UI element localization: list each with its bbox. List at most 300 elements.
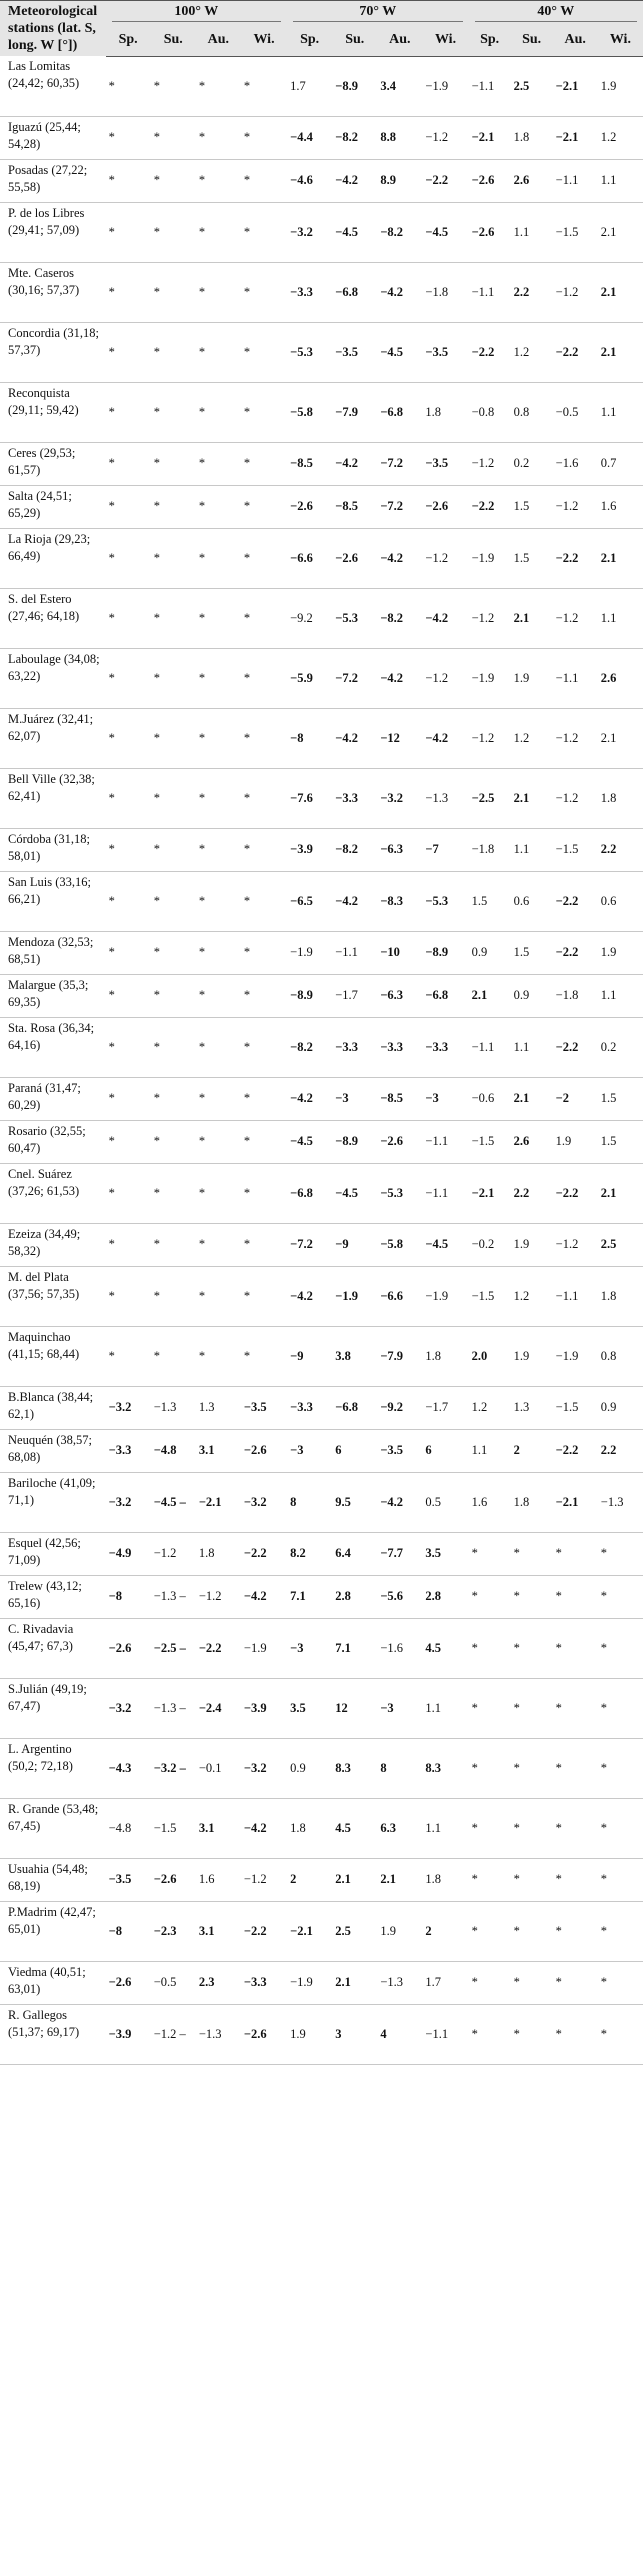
value-cell: 0.9 [469, 931, 511, 974]
value-cell: * [151, 1326, 196, 1386]
group-label: 70° W [293, 3, 463, 22]
value-cell: 2.1 [332, 1858, 377, 1901]
value-cell: 7.1 [287, 1575, 332, 1618]
table-row [0, 1266, 643, 1326]
value-cell: 1.5 [598, 1120, 643, 1163]
value-cell: −3.9 [106, 2004, 151, 2064]
value-cell: 12 [332, 1678, 377, 1738]
value-cell: 2.8 [332, 1575, 377, 1618]
value-cell: 1.9 [377, 1901, 422, 1961]
value-cell: −2.5 [469, 768, 511, 828]
value-cell: * [196, 485, 241, 528]
value-cell: 1.8 [287, 1798, 332, 1858]
value-cell: * [151, 1017, 196, 1077]
value-cell: 1.2 [469, 1386, 511, 1429]
value-cell: 1.5 [511, 485, 553, 528]
season-header: Sp. [469, 29, 511, 56]
value-cell: −6.5 [287, 871, 332, 931]
value-cell: * [196, 382, 241, 442]
value-cell: −3 [332, 1077, 377, 1120]
value-cell: 1.2 [511, 708, 553, 768]
value-cell: −0.5 [553, 382, 598, 442]
value-cell: * [106, 1326, 151, 1386]
value-cell: −1.1 [553, 1266, 598, 1326]
table-body [0, 56, 643, 2064]
value-cell: −4.2 [377, 1472, 422, 1532]
value-cell: 3.5 [287, 1678, 332, 1738]
value-cell: * [241, 1326, 287, 1386]
value-cell: −1.5 [469, 1120, 511, 1163]
value-cell: −1.1 [422, 1163, 468, 1223]
value-cell: 1.5 [469, 871, 511, 931]
value-cell: 7.1 [332, 1618, 377, 1678]
value-cell: −2.6 [377, 1120, 422, 1163]
value-cell: 2.1 [511, 588, 553, 648]
value-cell: −4.5 – [151, 1472, 196, 1532]
value-cell: −2.6 [469, 159, 511, 202]
value-cell: * [106, 648, 151, 708]
value-cell: 2.5 [598, 1223, 643, 1266]
table-row [0, 382, 643, 442]
value-cell: −3.5 [377, 1429, 422, 1472]
value-cell: −2.2 [553, 931, 598, 974]
value-cell: −1.9 [241, 1618, 287, 1678]
value-cell: 2.1 [511, 1077, 553, 1120]
station-name: P. de los Libres (29,41; 57,09) [0, 202, 106, 262]
value-cell: −8.5 [332, 485, 377, 528]
value-cell: 8 [287, 1472, 332, 1532]
value-cell: * [196, 202, 241, 262]
value-cell: * [151, 871, 196, 931]
table-row [0, 116, 643, 159]
value-cell: 1.1 [469, 1429, 511, 1472]
value-cell: −1.9 [422, 1266, 468, 1326]
value-cell: 1.2 [598, 116, 643, 159]
value-cell: −4.5 [332, 1163, 377, 1223]
value-cell: * [241, 588, 287, 648]
table-row [0, 159, 643, 202]
value-cell: 1.5 [598, 1077, 643, 1120]
value-cell: −1.1 [422, 1120, 468, 1163]
value-cell: −2.2 [553, 1429, 598, 1472]
value-cell: * [241, 442, 287, 485]
value-cell: * [469, 1532, 511, 1575]
value-cell: * [151, 159, 196, 202]
table-row [0, 485, 643, 528]
value-cell: 1.1 [598, 159, 643, 202]
table-row [0, 528, 643, 588]
table-row [0, 828, 643, 871]
value-cell: * [241, 1163, 287, 1223]
value-cell: * [469, 1901, 511, 1961]
value-cell: 8.3 [422, 1738, 468, 1798]
value-cell: 1.1 [422, 1798, 468, 1858]
value-cell: * [598, 1532, 643, 1575]
value-cell: −1.2 – [151, 2004, 196, 2064]
station-name: Usuahia (54,48; 68,19) [0, 1858, 106, 1901]
value-cell: * [196, 588, 241, 648]
group-header-70w [287, 1, 469, 30]
value-cell: * [106, 588, 151, 648]
station-name: Las Lomitas (24,42; 60,35) [0, 56, 106, 116]
value-cell: * [106, 202, 151, 262]
value-cell: −2.1 [196, 1472, 241, 1532]
value-cell: 2.8 [422, 1575, 468, 1618]
value-cell: * [151, 648, 196, 708]
season-header: Wi. [598, 29, 643, 56]
group-header-100w [106, 1, 288, 30]
value-cell: 2 [422, 1901, 468, 1961]
value-cell: * [241, 828, 287, 871]
value-cell: * [241, 708, 287, 768]
value-cell: * [196, 1266, 241, 1326]
table-row [0, 262, 643, 322]
station-name: L. Argentino (50,2; 72,18) [0, 1738, 106, 1798]
value-cell: * [151, 116, 196, 159]
value-cell: −1.3 [598, 1472, 643, 1532]
value-cell: −2.1 [553, 1472, 598, 1532]
value-cell: 2.1 [598, 1163, 643, 1223]
value-cell: −2.6 [151, 1858, 196, 1901]
season-header: Au. [553, 29, 598, 56]
value-cell: 1.7 [287, 56, 332, 116]
station-name: Neuquén (38,57; 68,08) [0, 1429, 106, 1472]
value-cell: * [106, 931, 151, 974]
table-row [0, 1120, 643, 1163]
table-row [0, 2004, 643, 2064]
value-cell: 0.7 [598, 442, 643, 485]
value-cell: * [106, 768, 151, 828]
value-cell: −1.8 [422, 262, 468, 322]
value-cell: 0.9 [511, 974, 553, 1017]
value-cell: 1.9 [598, 931, 643, 974]
value-cell: * [196, 871, 241, 931]
value-cell: −8.2 [377, 588, 422, 648]
value-cell: * [151, 528, 196, 588]
value-cell: 0.6 [511, 871, 553, 931]
value-cell: * [598, 1798, 643, 1858]
value-cell: * [469, 1798, 511, 1858]
value-cell: * [151, 382, 196, 442]
value-cell: * [469, 1738, 511, 1798]
value-cell: −0.8 [469, 382, 511, 442]
station-name: Iguazú (25,44; 54,28) [0, 116, 106, 159]
value-cell: −2.4 [196, 1678, 241, 1738]
value-cell: −4.2 [241, 1798, 287, 1858]
value-cell: −1.5 [553, 202, 598, 262]
value-cell: −9 [287, 1326, 332, 1386]
table-row [0, 1961, 643, 2004]
value-cell: * [151, 708, 196, 768]
value-cell: * [511, 1618, 553, 1678]
station-name: La Rioja (29,23; 66,49) [0, 528, 106, 588]
value-cell: * [241, 159, 287, 202]
value-cell: −3.5 [422, 442, 468, 485]
value-cell: −7.2 [332, 648, 377, 708]
value-cell: * [106, 116, 151, 159]
value-cell: −6.3 [377, 974, 422, 1017]
value-cell: * [151, 262, 196, 322]
value-cell: 1.1 [598, 974, 643, 1017]
value-cell: −1.7 [332, 974, 377, 1017]
value-cell: * [106, 322, 151, 382]
value-cell: * [196, 1077, 241, 1120]
value-cell: * [469, 1618, 511, 1678]
station-name: Córdoba (31,18; 58,01) [0, 828, 106, 871]
station-name: Reconquista (29,11; 59,42) [0, 382, 106, 442]
value-cell: −3.3 [287, 1386, 332, 1429]
value-cell: * [598, 2004, 643, 2064]
value-cell: −1.1 [422, 2004, 468, 2064]
value-cell: −2.6 [332, 528, 377, 588]
value-cell: * [151, 202, 196, 262]
value-cell: * [241, 1120, 287, 1163]
value-cell: −4.2 [377, 262, 422, 322]
value-cell: −3.2 [241, 1738, 287, 1798]
value-cell: 2.0 [469, 1326, 511, 1386]
value-cell: −1.2 [241, 1858, 287, 1901]
value-cell: * [241, 116, 287, 159]
value-cell: −4.2 [287, 1077, 332, 1120]
value-cell: 3.8 [332, 1326, 377, 1386]
station-column-header: Meteorological stations (lat. S, long. W [°]) [0, 1, 106, 57]
value-cell: * [553, 2004, 598, 2064]
value-cell: 1.6 [196, 1858, 241, 1901]
value-cell: * [553, 1678, 598, 1738]
value-cell: * [196, 1120, 241, 1163]
value-cell: 2.5 [332, 1901, 377, 1961]
value-cell: * [196, 56, 241, 116]
group-header-40w [469, 1, 643, 30]
value-cell: −7.2 [287, 1223, 332, 1266]
value-cell: −4.2 [332, 708, 377, 768]
value-cell: −2.2 [241, 1901, 287, 1961]
value-cell: −8 [106, 1575, 151, 1618]
value-cell: 0.8 [598, 1326, 643, 1386]
value-cell: −3.5 [106, 1858, 151, 1901]
value-cell: 8 [377, 1738, 422, 1798]
value-cell: * [553, 1858, 598, 1901]
value-cell: 2.1 [469, 974, 511, 1017]
value-cell: 2.2 [511, 1163, 553, 1223]
value-cell: * [106, 528, 151, 588]
value-cell: −5.8 [287, 382, 332, 442]
value-cell: −1.5 [553, 828, 598, 871]
value-cell: * [598, 1858, 643, 1901]
value-cell: * [469, 1961, 511, 2004]
value-cell: −1.2 [469, 588, 511, 648]
value-cell: −1.2 [469, 708, 511, 768]
season-header: Su. [151, 29, 196, 56]
value-cell: −1.3 [196, 2004, 241, 2064]
value-cell: −2.3 [151, 1901, 196, 1961]
value-cell: −2.1 [553, 56, 598, 116]
value-cell: 2.5 [511, 56, 553, 116]
value-cell: −2.1 [287, 1901, 332, 1961]
value-cell: −8.9 [332, 56, 377, 116]
value-cell: −12 [377, 708, 422, 768]
value-cell: 1.9 [511, 1223, 553, 1266]
value-cell: * [511, 1798, 553, 1858]
value-cell: * [151, 322, 196, 382]
station-name: Paraná (31,47; 60,29) [0, 1077, 106, 1120]
value-cell: 2.1 [332, 1961, 377, 2004]
value-cell: * [106, 382, 151, 442]
value-cell: −3.3 [332, 1017, 377, 1077]
station-name: M. del Plata (37,56; 57,35) [0, 1266, 106, 1326]
value-cell: −1.6 [553, 442, 598, 485]
value-cell: 2.1 [511, 768, 553, 828]
value-cell: 6 [332, 1429, 377, 1472]
value-cell: 1.9 [511, 648, 553, 708]
table-row [0, 1223, 643, 1266]
station-name: Concordia (31,18; 57,37) [0, 322, 106, 382]
value-cell: * [106, 1266, 151, 1326]
value-cell: −2.2 [553, 322, 598, 382]
table-row [0, 931, 643, 974]
value-cell: 1.8 [598, 768, 643, 828]
value-cell: 1.1 [511, 828, 553, 871]
value-cell: −9 [332, 1223, 377, 1266]
value-cell: * [196, 931, 241, 974]
value-cell: * [106, 1077, 151, 1120]
value-cell: 2.6 [511, 159, 553, 202]
value-cell: −2.6 [241, 2004, 287, 2064]
value-cell: −1.2 [553, 588, 598, 648]
value-cell: * [151, 931, 196, 974]
value-cell: 4.5 [422, 1618, 468, 1678]
value-cell: −2.2 [422, 159, 468, 202]
value-cell: 2.2 [511, 262, 553, 322]
season-header: Su. [511, 29, 553, 56]
value-cell: * [241, 1077, 287, 1120]
value-cell: −1.3 [377, 1961, 422, 2004]
value-cell: −8.9 [422, 931, 468, 974]
value-cell: −7 [422, 828, 468, 871]
value-cell: 1.6 [598, 485, 643, 528]
value-cell: −1.1 [469, 262, 511, 322]
value-cell: 1.3 [511, 1386, 553, 1429]
value-cell: −4.2 [241, 1575, 287, 1618]
value-cell: 6 [422, 1429, 468, 1472]
value-cell: * [469, 1575, 511, 1618]
table-row [0, 202, 643, 262]
value-cell: 8.3 [332, 1738, 377, 1798]
value-cell: 0.5 [422, 1472, 468, 1532]
value-cell: −1.1 [469, 56, 511, 116]
value-cell: * [469, 1678, 511, 1738]
value-cell: −3.3 [287, 262, 332, 322]
value-cell: 1.5 [511, 528, 553, 588]
value-cell: * [106, 974, 151, 1017]
value-cell: −4.4 [287, 116, 332, 159]
table-row [0, 1386, 643, 1429]
value-cell: * [106, 442, 151, 485]
value-cell: * [511, 1532, 553, 1575]
value-cell: * [511, 1575, 553, 1618]
value-cell: −6.6 [377, 1266, 422, 1326]
table-row [0, 768, 643, 828]
value-cell: * [511, 1901, 553, 1961]
table-row [0, 1858, 643, 1901]
value-cell: * [598, 1961, 643, 2004]
value-cell: * [151, 1120, 196, 1163]
value-cell: −1.2 [151, 1532, 196, 1575]
value-cell: −3.2 [287, 202, 332, 262]
value-cell: * [151, 56, 196, 116]
value-cell: −9.2 [377, 1386, 422, 1429]
group-label: 40° W [475, 3, 637, 22]
value-cell: −1.9 [287, 1961, 332, 2004]
value-cell: 2.6 [511, 1120, 553, 1163]
value-cell: 4.5 [332, 1798, 377, 1858]
value-cell: −6.8 [332, 262, 377, 322]
value-cell: 1.8 [598, 1266, 643, 1326]
value-cell: 1.3 [196, 1386, 241, 1429]
value-cell: −8 [287, 708, 332, 768]
station-name: R. Gallegos (51,37; 69,17) [0, 2004, 106, 2064]
value-cell: * [196, 708, 241, 768]
value-cell: −1.5 [151, 1798, 196, 1858]
table-row [0, 588, 643, 648]
table-row [0, 1472, 643, 1532]
value-cell: * [241, 262, 287, 322]
station-name: S. del Estero (27,46; 64,18) [0, 588, 106, 648]
value-cell: * [106, 56, 151, 116]
value-cell: −3.2 [106, 1386, 151, 1429]
value-cell: * [241, 485, 287, 528]
value-cell: −1.2 [422, 648, 468, 708]
value-cell: 2.1 [598, 528, 643, 588]
value-cell: 9.5 [332, 1472, 377, 1532]
value-cell: 2.2 [598, 1429, 643, 1472]
value-cell: −1.8 [469, 828, 511, 871]
value-cell: * [196, 1017, 241, 1077]
value-cell: * [553, 1575, 598, 1618]
value-cell: 1.9 [511, 1326, 553, 1386]
value-cell: −6.8 [332, 1386, 377, 1429]
value-cell: * [241, 1266, 287, 1326]
station-name: Ezeiza (34,49; 58,32) [0, 1223, 106, 1266]
value-cell: −1.9 [469, 528, 511, 588]
season-header: Au. [196, 29, 241, 56]
value-cell: * [196, 322, 241, 382]
value-cell: * [241, 871, 287, 931]
value-cell: 1.1 [422, 1678, 468, 1738]
value-cell: * [241, 1017, 287, 1077]
value-cell: −8.3 [377, 871, 422, 931]
table-row [0, 708, 643, 768]
value-cell: * [598, 1678, 643, 1738]
table-row [0, 1901, 643, 1961]
table-row [0, 1738, 643, 1798]
value-cell: 1.8 [422, 1858, 468, 1901]
value-cell: −8.5 [287, 442, 332, 485]
value-cell: −2.1 [469, 1163, 511, 1223]
value-cell: −8.2 [377, 202, 422, 262]
value-cell: −1.1 [469, 1017, 511, 1077]
season-header: Wi. [241, 29, 287, 56]
value-cell: −3.3 [332, 768, 377, 828]
value-cell: −4.5 [377, 322, 422, 382]
table-row [0, 322, 643, 382]
value-cell: * [241, 1223, 287, 1266]
season-header: Au. [377, 29, 422, 56]
value-cell: −6.8 [422, 974, 468, 1017]
value-cell: 1.7 [422, 1961, 468, 2004]
value-cell: 3 [332, 2004, 377, 2064]
value-cell: * [241, 56, 287, 116]
